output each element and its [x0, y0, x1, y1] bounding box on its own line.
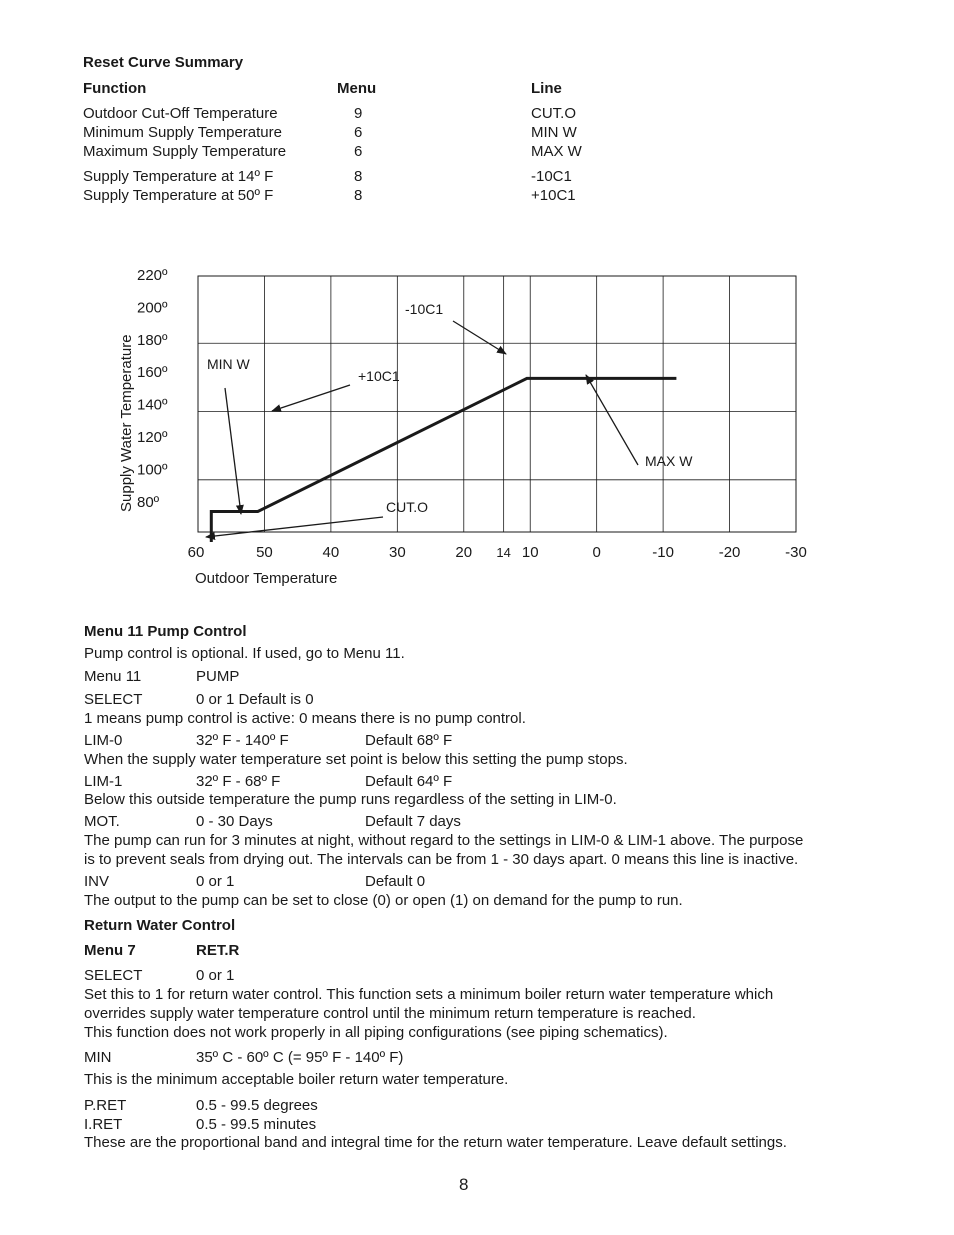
x-tick-label: 60 — [187, 544, 205, 561]
y-tick-label: 120º — [137, 429, 168, 446]
x-tick-label: 0 — [592, 544, 601, 561]
summary-line: -10C1 — [531, 168, 572, 185]
plot-frame — [198, 276, 796, 532]
menu11-inv-desc: The output to the pump can be set to close (0) or open (1) on demand for the pump to run. — [84, 892, 683, 909]
menu11-lim0-range: 32º F - 140º F — [196, 732, 289, 749]
menu11-mot-range: 0 - 30 Days — [196, 813, 273, 830]
summary-menu: 9 — [354, 105, 363, 122]
menu11-inv-label: INV — [84, 873, 110, 890]
y-tick-label: 80º — [137, 493, 160, 511]
arrow-minus-10c1 — [453, 321, 506, 354]
annotation-max-w: MAX W — [645, 453, 693, 469]
arrow-max-w — [586, 375, 638, 465]
menu11-lim0-desc: When the supply water temperature set point is below this setting the pump stops. — [84, 751, 628, 768]
annotation-cut-o: CUT.O — [386, 499, 428, 515]
arrow-plus-10c1 — [272, 385, 350, 411]
x-axis-label: Outdoor Temperature — [195, 570, 338, 587]
annotation-plus-10c1: +10C1 — [358, 368, 400, 384]
return-water-menu-value: RET.R — [196, 942, 240, 959]
annotation-min-w: MIN W — [207, 356, 250, 372]
return-water-iret-label: I.RET — [84, 1116, 123, 1133]
menu11-inv-default: Default 0 — [365, 873, 426, 890]
annotation-minus-10c1: -10C1 — [405, 301, 444, 317]
summary-function: Maximum Supply Temperature — [83, 143, 287, 160]
summary-menu: 8 — [354, 187, 363, 204]
menu11-intro: Pump control is optional. If used, go to Menu 11. — [84, 645, 405, 662]
summary-menu: 6 — [354, 124, 363, 141]
x-tick-label: 10 — [521, 544, 539, 561]
menu11-select-value: 0 or 1 Default is 0 — [196, 691, 314, 708]
menu11-lim0-default: Default 68º F — [365, 732, 453, 749]
chart-ticks — [137, 267, 807, 561]
summary-menu: 8 — [354, 168, 363, 185]
y-tick-label: 140º — [137, 396, 168, 414]
return-water-menu-label: Menu 7 — [84, 942, 136, 959]
y-tick-label: 220º — [137, 267, 168, 284]
menu11-select-label: SELECT — [84, 691, 143, 708]
menu11-lim1-range: 32º F - 68º F — [196, 773, 281, 790]
y-tick-label: 180º — [137, 331, 168, 349]
x-tick-label: 14 — [496, 545, 511, 560]
menu11-mot-desc: is to prevent seals from drying out. The intervals can be from 1 - 30 days apart. 0 means this line is inactive. — [84, 851, 799, 868]
menu11-inv-range: 0 or 1 — [196, 873, 235, 890]
return-water-final-desc: These are the proportional band and integral time for the return water temperature. Leave default settings. — [84, 1134, 787, 1151]
summary-function: Outdoor Cut-Off Temperature — [83, 105, 278, 122]
y-axis-label: Supply Water Temperature — [118, 334, 135, 512]
x-tick-label: 20 — [455, 544, 473, 561]
chart-grid — [198, 276, 796, 532]
x-tick-label: 40 — [322, 544, 340, 561]
x-tick-label: -10 — [652, 544, 674, 561]
x-tick-label: 30 — [388, 544, 406, 561]
summary-function: Supply Temperature at 50º F — [83, 187, 274, 204]
menu11-select-desc: 1 means pump control is active: 0 means there is no pump control. — [84, 710, 526, 727]
menu11-heading: Menu 11 Pump Control — [84, 623, 247, 640]
arrow-cut-o — [206, 517, 383, 537]
menu11-menu-label: Menu 11 — [84, 668, 142, 685]
summary-header-menu: Menu — [337, 80, 377, 97]
return-water-desc: overrides supply water temperature control until the minimum return temperature is reached. — [84, 1005, 696, 1022]
y-tick-label: 160º — [137, 364, 168, 382]
x-tick-label: -20 — [718, 544, 741, 561]
reset-curve-line — [211, 378, 676, 542]
menu11-mot-desc: The pump can run for 3 minutes at night, without regard to the settings in LIM-0 & LIM-1 above. The purpose — [84, 832, 804, 849]
menu11-mot-default: Default 7 days — [365, 813, 461, 830]
return-water-pret-value: 0.5 - 99.5 degrees — [196, 1097, 318, 1114]
return-water-desc: This function does not work properly in all piping configurations (see piping schematics). — [84, 1024, 668, 1041]
arrow-min-w — [225, 388, 241, 514]
summary-header-function: Function — [83, 80, 147, 97]
summary-function: Supply Temperature at 14º F — [83, 168, 274, 185]
return-water-select-label: SELECT — [84, 967, 143, 984]
return-water-min-label: MIN — [84, 1049, 112, 1066]
summary-menu: 6 — [354, 143, 363, 160]
return-water-pret-label: P.RET — [84, 1097, 127, 1114]
menu11-lim0-label: LIM-0 — [84, 732, 123, 749]
menu11-lim1-desc: Below this outside temperature the pump runs regardless of the setting in LIM-0. — [84, 791, 617, 808]
return-water-select-value: 0 or 1 — [196, 967, 235, 984]
return-water-heading: Return Water Control — [84, 917, 236, 934]
return-water-min-desc: This is the minimum acceptable boiler return water temperature. — [84, 1071, 509, 1088]
summary-header-line: Line — [531, 80, 562, 97]
menu11-menu-value: PUMP — [196, 668, 240, 685]
return-water-desc: Set this to 1 for return water control. This function sets a minimum boiler return water temperature which — [84, 986, 774, 1003]
summary-line: MAX W — [531, 143, 582, 160]
summary-line: MIN W — [531, 124, 577, 141]
menu11-lim1-default: Default 64º F — [365, 773, 453, 790]
return-water-iret-value: 0.5 - 99.5 minutes — [196, 1116, 317, 1133]
menu11-lim1-label: LIM-1 — [84, 773, 123, 790]
menu11-mot-label: MOT. — [84, 813, 120, 830]
summary-title: Reset Curve Summary — [83, 54, 244, 71]
y-tick-label: 200º — [137, 299, 168, 317]
x-tick-label: 50 — [256, 544, 273, 561]
page-number: 8 — [459, 1175, 469, 1194]
summary-line: +10C1 — [531, 187, 576, 204]
return-water-min-value: 35º C - 60º C (= 95º F - 140º F) — [196, 1049, 404, 1066]
summary-function: Minimum Supply Temperature — [83, 124, 282, 141]
summary-line: CUT.O — [531, 105, 576, 122]
y-tick-label: 100º — [137, 461, 168, 479]
x-tick-label: -30 — [785, 544, 807, 561]
